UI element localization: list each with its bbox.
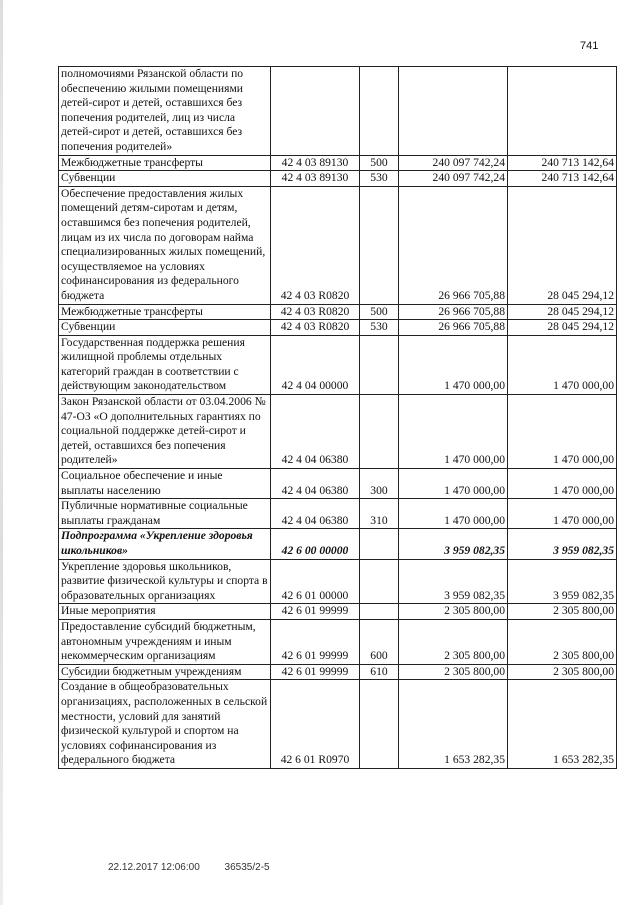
table-row (59, 559, 617, 604)
table-row (59, 680, 617, 769)
row-value-2: 240 713 142,64 (508, 171, 617, 187)
row-code: 42 6 01 99999 (271, 664, 360, 680)
table-row (59, 155, 617, 171)
row-type (360, 395, 399, 469)
table-row (59, 529, 617, 559)
table-row (59, 664, 617, 680)
row-code: 42 4 03 89130 (271, 155, 360, 171)
scan-edge (0, 0, 3, 905)
row-value-2: 28 045 294,12 (508, 320, 617, 336)
row-value-1: 26 966 705,88 (399, 320, 508, 336)
row-code: 42 4 04 00000 (271, 335, 360, 394)
table-row (59, 186, 617, 304)
row-value-1: 1 470 000,00 (399, 469, 508, 499)
row-code: 42 6 00 00000 (271, 529, 360, 559)
row-name: Закон Рязанской области от 03.04.2006 № 47-ОЗ «О дополнительных гарантиях по социальной поддержке детей-сирот и детей, оставшихся без попечения родителей» (59, 395, 271, 469)
row-value-2: 2 305 800,00 (508, 604, 617, 620)
row-type: 310 (360, 499, 399, 529)
row-value-2: 2 305 800,00 (508, 619, 617, 664)
row-name: Публичные нормативные социальные выплаты гражданам (59, 499, 271, 529)
table-row (59, 67, 617, 156)
row-name: Укрепление здоровья школьников, развитие физической культуры и спорта в образовательных организациях (59, 559, 271, 604)
row-code: 42 4 03 R0820 (271, 186, 360, 304)
row-type: 530 (360, 320, 399, 336)
row-value-1: 2 305 800,00 (399, 619, 508, 664)
row-type: 500 (360, 304, 399, 320)
row-type: 500 (360, 155, 399, 171)
table-row (59, 469, 617, 499)
row-value-2: 3 959 082,35 (508, 529, 617, 559)
row-value-2: 1 470 000,00 (508, 395, 617, 469)
row-type (360, 529, 399, 559)
row-name: Иные мероприятия (59, 604, 271, 620)
row-name: Создание в общеобразовательных организациях, расположенных в сельской местности, условий для занятий физической культурой и спортом на условиях софинансирования из федерального бюджета (59, 680, 271, 769)
table-row (59, 499, 617, 529)
row-value-1: 240 097 742,24 (399, 155, 508, 171)
row-code (271, 67, 360, 156)
footer-datetime: 22.12.2017 12:06:00 (108, 862, 200, 873)
row-name: Государственная поддержка решения жилищной проблемы отдельных категорий граждан в соответствии с действующим законодательством (59, 335, 271, 394)
row-code: 42 6 01 99999 (271, 619, 360, 664)
row-value-1: 1 470 000,00 (399, 395, 508, 469)
row-code: 42 4 04 06380 (271, 395, 360, 469)
row-value-1: 2 305 800,00 (399, 664, 508, 680)
row-type (360, 559, 399, 604)
row-name: Субвенции (59, 171, 271, 187)
row-name: Межбюджетные трансферты (59, 155, 271, 171)
table-row (59, 619, 617, 664)
page-number: 741 (580, 40, 599, 52)
row-type (360, 604, 399, 620)
row-value-2: 1 470 000,00 (508, 335, 617, 394)
budget-table (58, 66, 617, 769)
row-value-1: 3 959 082,35 (399, 559, 508, 604)
row-name: Социальное обеспечение и иные выплаты населению (59, 469, 271, 499)
row-name: Предоставление субсидий бюджетным, автономным учреждениям и иным некоммерческим организациям (59, 619, 271, 664)
row-value-1: 1 470 000,00 (399, 499, 508, 529)
row-value-2 (508, 67, 617, 156)
row-code: 42 4 03 R0820 (271, 304, 360, 320)
row-type (360, 186, 399, 304)
row-value-2: 240 713 142,64 (508, 155, 617, 171)
row-code: 42 4 03 89130 (271, 171, 360, 187)
table-row (59, 335, 617, 394)
row-name: Обеспечение предоставления жилых помещений детям-сиротам и детям, оставшимся без попечения родителей, лицам из их числа по договорам найма специализированных жилых помещений, осуществляемое на условиях софинансирования из федерального бюджета (59, 186, 271, 304)
row-type: 530 (360, 171, 399, 187)
table-row (59, 320, 617, 336)
footer (108, 862, 292, 873)
row-value-1: 26 966 705,88 (399, 186, 508, 304)
row-value-1: 1 653 282,35 (399, 680, 508, 769)
row-value-1: 3 959 082,35 (399, 529, 508, 559)
row-type: 610 (360, 664, 399, 680)
row-value-1: 1 470 000,00 (399, 335, 508, 394)
row-code: 42 6 01 R0970 (271, 680, 360, 769)
table-row (59, 604, 617, 620)
row-value-1: 26 966 705,88 (399, 304, 508, 320)
table-row (59, 395, 617, 469)
table-row (59, 171, 617, 187)
row-value-1: 2 305 800,00 (399, 604, 508, 620)
row-name: Субсидии бюджетным учреждениям (59, 664, 271, 680)
table-row (59, 304, 617, 320)
row-code: 42 6 01 00000 (271, 559, 360, 604)
row-value-1: 240 097 742,24 (399, 171, 508, 187)
row-code: 42 4 04 06380 (271, 469, 360, 499)
footer-doc-id: 36535/2-5 (224, 862, 270, 873)
row-code: 42 4 03 R0820 (271, 320, 360, 336)
row-type: 300 (360, 469, 399, 499)
row-value-2: 3 959 082,35 (508, 559, 617, 604)
row-value-2: 1 470 000,00 (508, 499, 617, 529)
row-value-2: 28 045 294,12 (508, 304, 617, 320)
row-name: Межбюджетные трансферты (59, 304, 271, 320)
row-type: 600 (360, 619, 399, 664)
row-type (360, 680, 399, 769)
row-value-2: 28 045 294,12 (508, 186, 617, 304)
row-value-1 (399, 67, 508, 156)
row-type (360, 67, 399, 156)
row-code: 42 4 04 06380 (271, 499, 360, 529)
row-value-2: 2 305 800,00 (508, 664, 617, 680)
row-name: полномочиями Рязанской области по обеспечению жилыми помещениями детей-сирот и детей, оставшихся без попечения родителей, лиц из числа детей-сирот и детей, оставшихся без попечения родителей» (59, 67, 271, 156)
row-type (360, 335, 399, 394)
row-value-2: 1 470 000,00 (508, 469, 617, 499)
row-code: 42 6 01 99999 (271, 604, 360, 620)
row-value-2: 1 653 282,35 (508, 680, 617, 769)
row-name: Подпрограмма «Укрепление здоровья школьников» (59, 529, 271, 559)
row-name: Субвенции (59, 320, 271, 336)
